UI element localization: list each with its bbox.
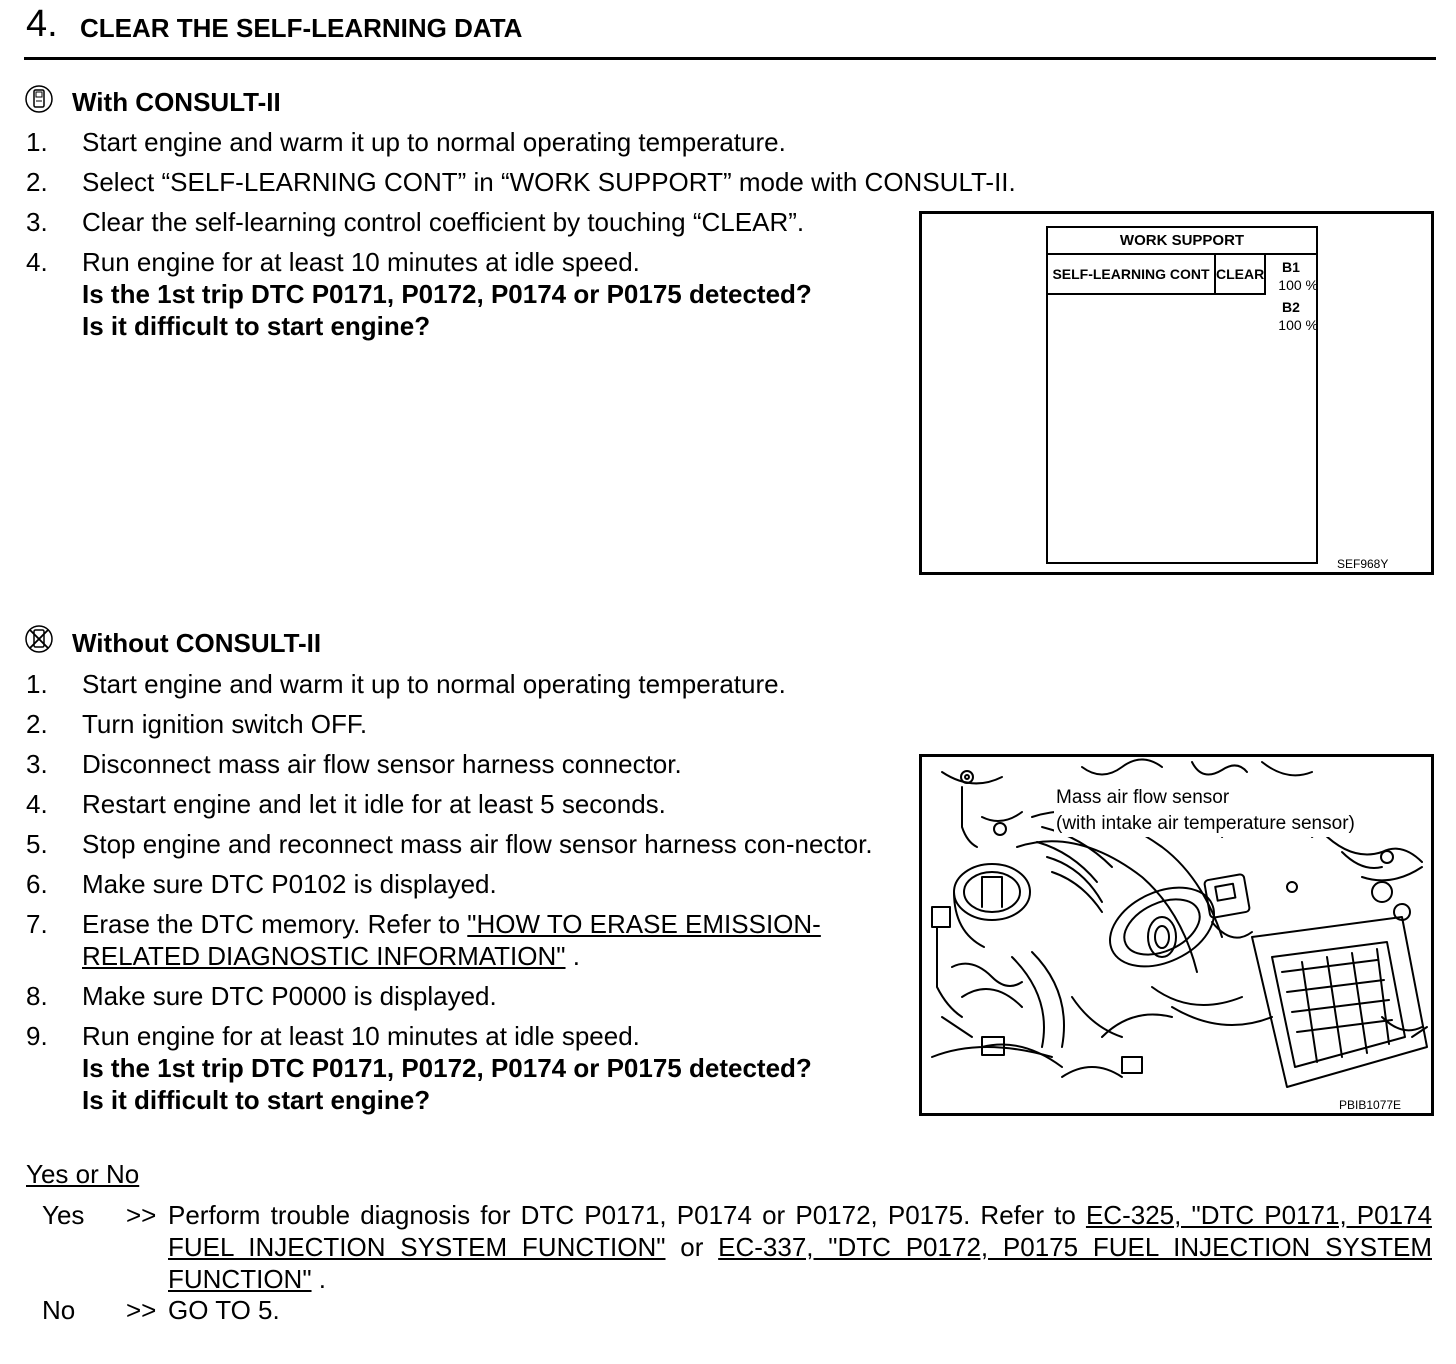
list-item: 6. Make sure DTC P0102 is displayed.: [26, 869, 497, 899]
figure-code: SEF968Y: [1337, 557, 1389, 571]
no-label: No: [42, 1295, 76, 1325]
step-title: CLEAR THE SELF-LEARNING DATA: [80, 13, 523, 43]
yes-or-no-heading: Yes or No: [26, 1159, 140, 1189]
maf-label-line2: (with intake air temperature sensor): [1054, 811, 1357, 837]
question-detected: Is the 1st trip DTC P0171, P0172, P0174 or P0175 detected?: [82, 279, 812, 309]
list-item: 5. Stop engine and reconnect mass air flow sensor harness con-nector.: [26, 829, 873, 859]
ec-337-link[interactable]: EC-337, "DTC P0172, P0175 FUEL INJECTION SYSTEM FUNCTION": [168, 1232, 1432, 1294]
consult-screen: [1046, 226, 1318, 564]
b1-value: 100 %: [1278, 277, 1318, 293]
b1-label: B1: [1282, 259, 1300, 275]
title-rule: [24, 57, 1436, 60]
yes-text: Perform trouble diagnosis for DTC P0171, P0174 or P0172, P0175. Refer to EC-325, "DTC P0171, P0174 FUEL INJECTION SYSTEM FUNCTION" or EC-337, "DTC P0172, P0175 FUEL INJECTION SYSTEM FUNCTION" .: [168, 1200, 1432, 1294]
clear-button: CLEAR: [1216, 255, 1266, 295]
b2-value: 100 %: [1278, 317, 1318, 333]
question-detected: Is the 1st trip DTC P0171, P0172, P0174 or P0175 detected?: [82, 1053, 812, 1083]
no-row: [26, 1294, 1432, 1326]
no-arrow: >>: [126, 1295, 157, 1325]
no-tool-icon: [24, 624, 54, 654]
screen-title: WORK SUPPORT: [1048, 228, 1316, 255]
question-difficult-start: Is it difficult to start engine?: [82, 1085, 431, 1115]
list-item: 8. Make sure DTC P0000 is displayed.: [26, 981, 497, 1011]
list-item: 1. Start engine and warm it up to normal operating temperature.: [26, 669, 786, 699]
ec-325-link[interactable]: EC-325, "DTC P0171, P0174 FUEL INJECTION SYSTEM FUNCTION": [168, 1200, 1432, 1262]
list-item: 3. Disconnect mass air flow sensor harness connector.: [26, 749, 682, 779]
with-consult-steps: [26, 126, 1016, 342]
list-item: 4. Run engine for at least 10 minutes at idle speed. Is the 1st trip DTC P0171, P0172, P0174 or P0175 detected? Is it difficult to start engine?: [26, 246, 906, 342]
without-consult-steps: [26, 668, 904, 1116]
list-item: 7. Erase the DTC memory. Refer to "HOW TO ERASE EMISSION-RELATED DIAGNOSTIC INFORMATION" .: [26, 909, 821, 971]
question-difficult-start: Is it difficult to start engine?: [82, 311, 431, 341]
yes-arrow: >>: [126, 1200, 157, 1230]
figure-mass-air-flow-sensor: [919, 754, 1434, 1116]
yes-row: [26, 1199, 1432, 1295]
yes-label: Yes: [42, 1200, 85, 1230]
figure-code: PBIB1077E: [1339, 1098, 1402, 1112]
list-item: 3. Clear the self-learning control coefficient by touching “CLEAR”.: [26, 207, 805, 237]
erase-dtc-link[interactable]: "HOW TO ERASE EMISSION-RELATED DIAGNOSTIC INFORMATION": [82, 909, 821, 971]
step-number: 4.: [26, 3, 58, 45]
list-item: 9. Run engine for at least 10 minutes at idle speed. Is the 1st trip DTC P0171, P0172, P0174 or P0175 detected? Is it difficult to start engine?: [26, 1020, 904, 1116]
figure-work-support: [919, 211, 1434, 575]
list-item: 4. Restart engine and let it idle for at least 5 seconds.: [26, 789, 666, 819]
without-consult-heading: Without CONSULT-II: [72, 628, 322, 658]
with-consult-heading: With CONSULT-II: [72, 87, 281, 117]
list-item: 2. Select “SELF-LEARNING CONT” in “WORK SUPPORT” mode with CONSULT-II.: [26, 167, 1016, 197]
list-item: 1. Start engine and warm it up to normal operating temperature.: [26, 127, 786, 157]
consult-tool-icon: [24, 84, 54, 114]
maf-label-line1: Mass air flow sensor: [1054, 785, 1231, 811]
list-item: 2. Turn ignition switch OFF.: [26, 709, 368, 739]
screen-item-label: SELF-LEARNING CONT: [1048, 255, 1216, 295]
no-text: GO TO 5.: [168, 1295, 280, 1325]
b2-label: B2: [1282, 299, 1300, 315]
